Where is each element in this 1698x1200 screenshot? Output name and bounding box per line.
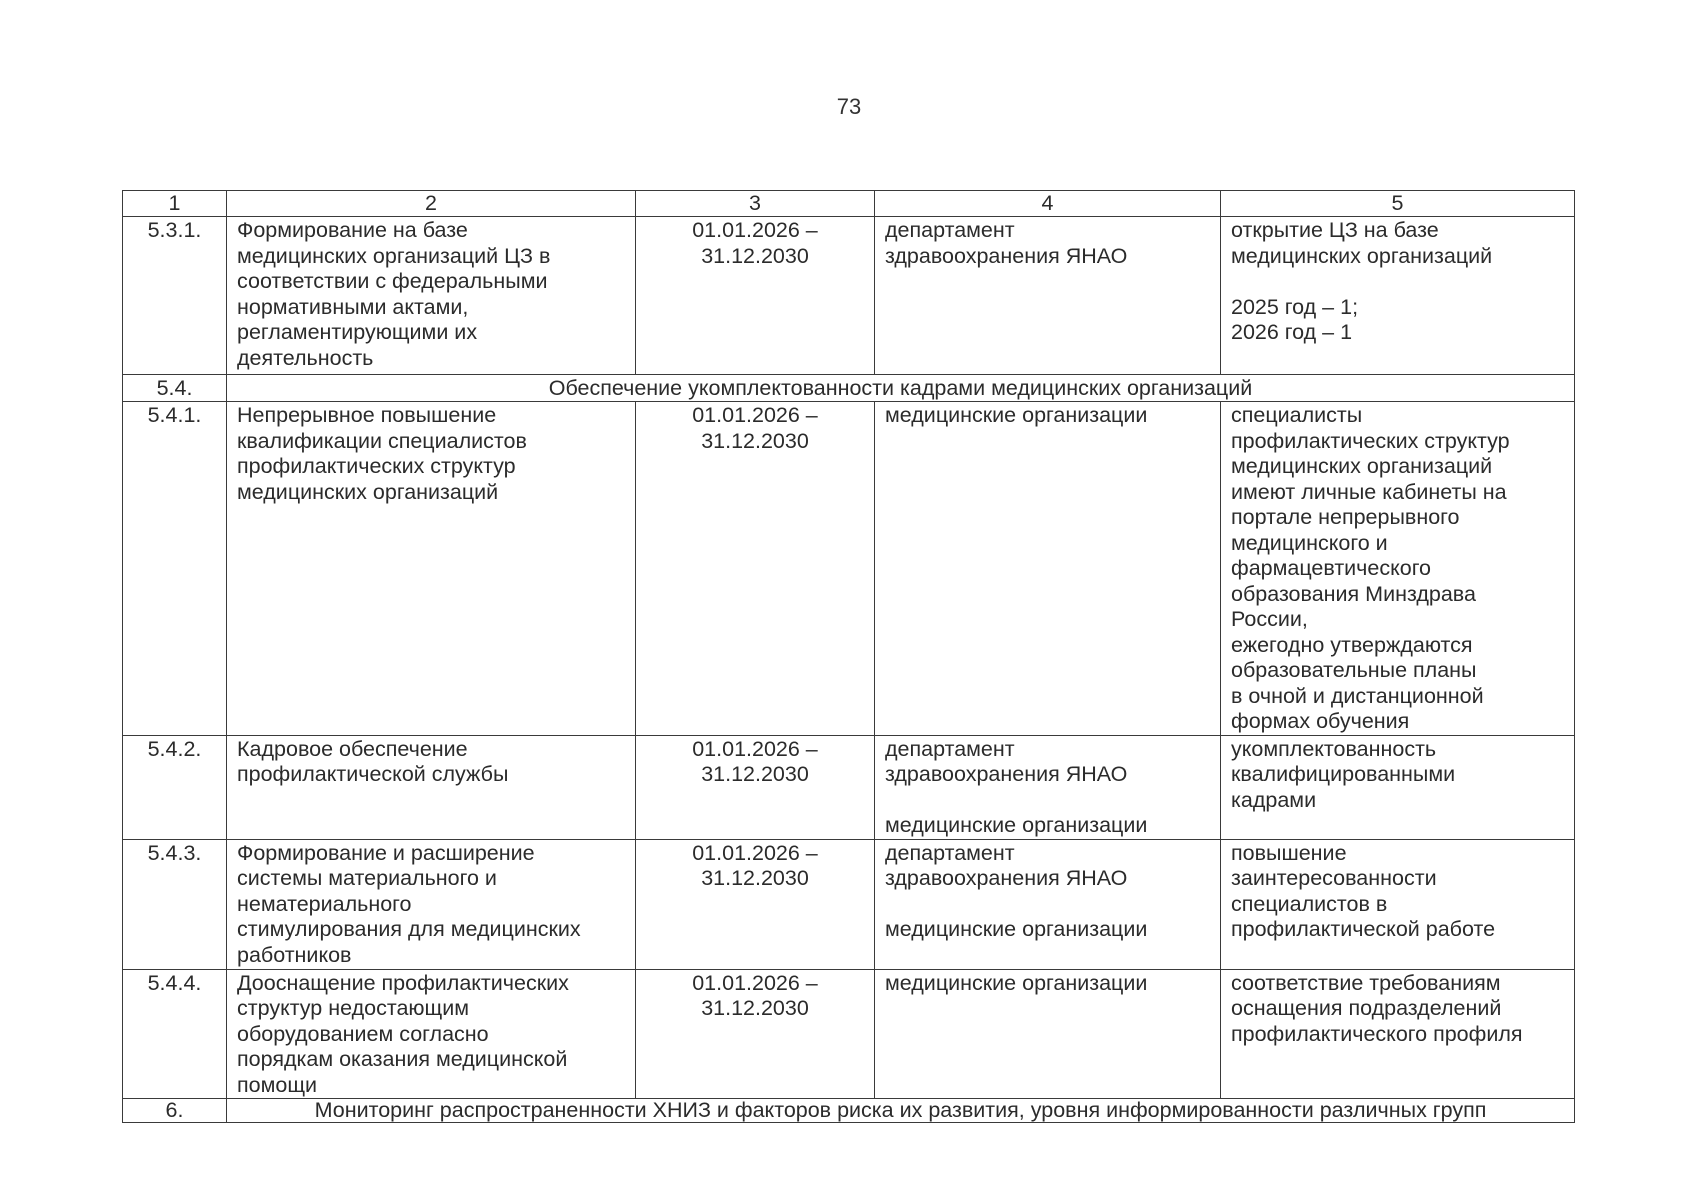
item-period: 01.01.2026 – 31.12.2030 [636, 969, 875, 1099]
item-period: 01.01.2026 – 31.12.2030 [636, 735, 875, 839]
section-number: 5.4. [123, 375, 227, 402]
section-title: Обеспечение укомплектованности кадрами медицинских организаций [227, 375, 1575, 402]
column-number-2: 2 [227, 191, 636, 217]
item-name: Кадровое обеспечение профилактической службы [227, 735, 636, 839]
item-number: 5.4.1. [123, 402, 227, 736]
item-executor: департамент здравоохранения ЯНАО [875, 217, 1221, 375]
table-row [123, 402, 1575, 736]
item-result: соответствие требованиям оснащения подразделений профилактического профиля [1221, 969, 1575, 1099]
item-executor: департамент здравоохранения ЯНАО медицинские организации [875, 735, 1221, 839]
table-header-row [123, 191, 1575, 217]
column-number-5: 5 [1221, 191, 1575, 217]
item-executor: медицинские организации [875, 969, 1221, 1099]
table-row [123, 735, 1575, 839]
table-row [123, 839, 1575, 969]
table-row [123, 969, 1575, 1099]
item-result: открытие ЦЗ на базе медицинских организаций 2025 год – 1; 2026 год – 1 [1221, 217, 1575, 375]
item-name: Непрерывное повышение квалификации специалистов профилактических структур медицинских организаций [227, 402, 636, 736]
section-number: 6. [123, 1099, 227, 1123]
item-number: 5.4.4. [123, 969, 227, 1099]
plan-table [122, 190, 1575, 1123]
item-name: Дооснащение профилактических структур недостающим оборудованием согласно порядкам оказания медицинской помощи [227, 969, 636, 1099]
item-period: 01.01.2026 – 31.12.2030 [636, 839, 875, 969]
item-number: 5.3.1. [123, 217, 227, 375]
item-executor: департамент здравоохранения ЯНАО медицинские организации [875, 839, 1221, 969]
section-row [123, 375, 1575, 402]
item-result: повышение заинтересованности специалистов в профилактической работе [1221, 839, 1575, 969]
item-name: Формирование на базе медицинских организаций ЦЗ в соответствии с федеральными нормативными актами, регламентирующими их деятельность [227, 217, 636, 375]
section-row [123, 1099, 1575, 1123]
column-number-3: 3 [636, 191, 875, 217]
column-number-4: 4 [875, 191, 1221, 217]
page-number: 73 [836, 94, 862, 119]
item-name: Формирование и расширение системы материального и нематериального стимулирования для медицинских работников [227, 839, 636, 969]
item-result: укомплектованность квалифицированными кадрами [1221, 735, 1575, 839]
item-period: 01.01.2026 – 31.12.2030 [636, 217, 875, 375]
item-period: 01.01.2026 – 31.12.2030 [636, 402, 875, 736]
item-number: 5.4.2. [123, 735, 227, 839]
table-row [123, 217, 1575, 375]
item-number: 5.4.3. [123, 839, 227, 969]
column-number-1: 1 [123, 191, 227, 217]
item-executor: медицинские организации [875, 402, 1221, 736]
item-result: специалисты профилактических структур медицинских организаций имеют личные кабинеты на портале непрерывного медицинского и фармацевтического образования Минздрава России, ежегодно утверждаются образовательные планы в очной и дистанционной формах обучения [1221, 402, 1575, 736]
section-title: Мониторинг распространенности ХНИЗ и факторов риска их развития, уровня информированности различных групп [227, 1099, 1575, 1123]
